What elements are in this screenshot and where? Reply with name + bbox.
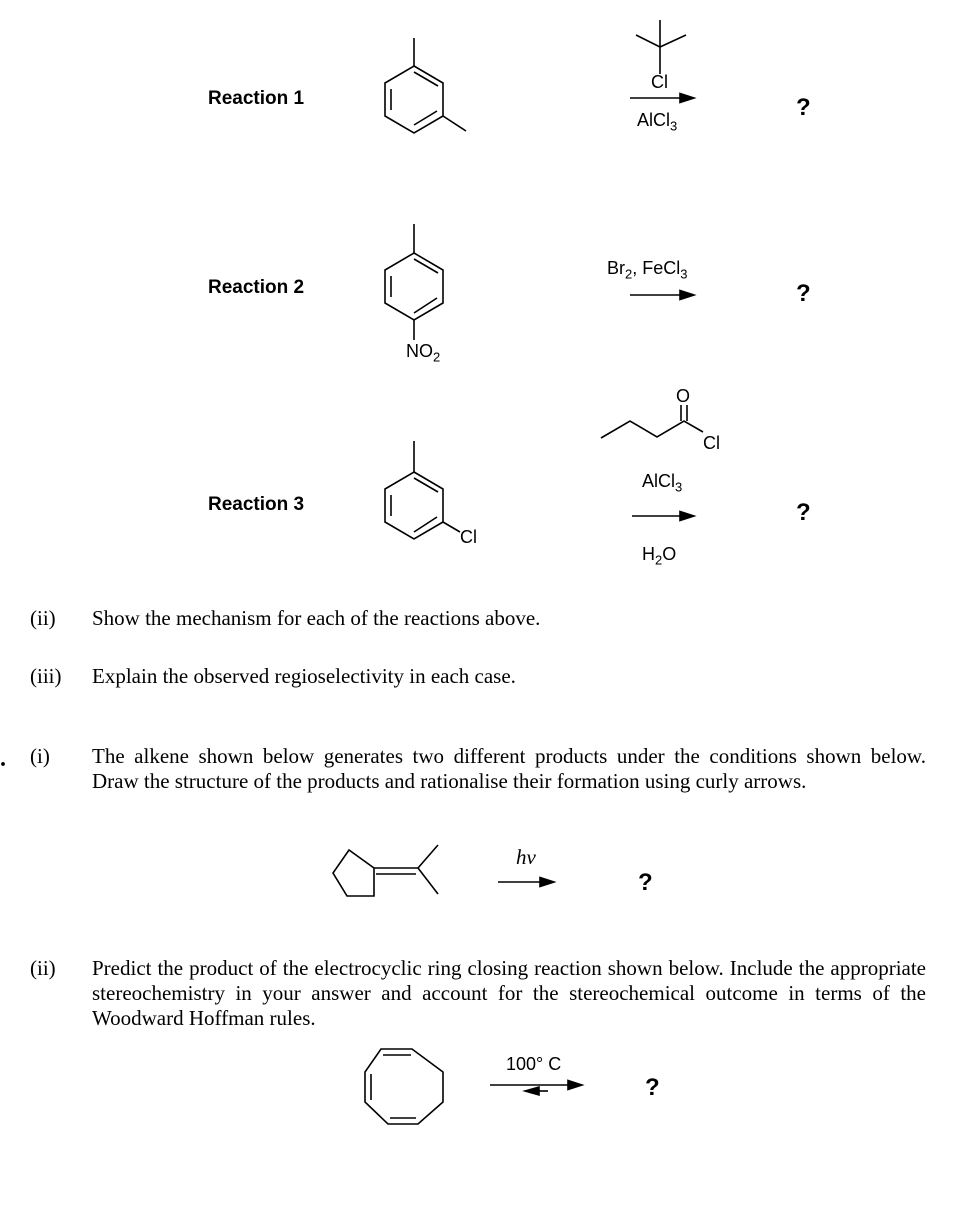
chloro-substituent: Cl bbox=[460, 527, 477, 547]
reaction-3-catalyst: AlCl$_3$ bbox=[642, 471, 683, 495]
reaction-3-workup: $H_2O$ bbox=[642, 544, 677, 568]
question-ii-b-text: Predict the product of the electrocyclic ring closing reaction shown below. Include the appropriate stereochemistry in your answer and account for the stereochemical outcome in terms of the Woodward Hoffman rules. bbox=[92, 956, 926, 1030]
acyl-chloride-cl: Cl bbox=[703, 433, 720, 453]
nitro-substituent: $NO_2$ bbox=[406, 341, 441, 365]
p-nitrotoluene-structure bbox=[385, 224, 443, 340]
question-ii-text: Show the mechanism for each of the reactions above. bbox=[92, 606, 541, 630]
electrocyclic-product-unknown: ? bbox=[645, 1074, 660, 1101]
photo-arrow bbox=[498, 878, 554, 887]
reaction-1-arrow bbox=[630, 94, 694, 103]
tert-butyl-chloride-structure bbox=[636, 20, 686, 74]
photo-product-unknown: ? bbox=[638, 869, 653, 896]
cyclooctatriene-structure bbox=[365, 1049, 443, 1124]
photo-conditions: hν bbox=[516, 845, 536, 869]
question-i-number: (i) bbox=[30, 744, 50, 768]
reaction-2-reagents: $Br_2$, FeCl$_3$ bbox=[607, 258, 688, 282]
electrocyclic-conditions: 100° C bbox=[506, 1054, 562, 1074]
equilibrium-arrow bbox=[490, 1081, 582, 1096]
reaction-2-arrow bbox=[630, 291, 694, 300]
3-chlorotoluene-structure bbox=[385, 441, 460, 539]
question-ii-b-number: (ii) bbox=[30, 956, 56, 980]
reaction-1-label: Reaction 1 bbox=[208, 88, 305, 109]
isopropylidenecyclopentane-structure bbox=[333, 845, 438, 896]
reaction-1-product-unknown: ? bbox=[796, 94, 811, 121]
reaction-1-catalyst: AlCl$_3$ bbox=[637, 110, 678, 134]
reaction-3-product-unknown: ? bbox=[796, 499, 811, 526]
reaction-2-label: Reaction 2 bbox=[208, 277, 305, 298]
question-iii-text: Explain the observed regioselectivity in each case. bbox=[92, 664, 516, 688]
question-ii-number: (ii) bbox=[30, 606, 56, 630]
reaction-3-label: Reaction 3 bbox=[208, 494, 305, 515]
butanoyl-chloride-structure bbox=[601, 405, 703, 438]
m-xylene-structure bbox=[385, 38, 466, 133]
reaction-3-arrow bbox=[632, 512, 694, 521]
reaction-1-reagent-cl: Cl bbox=[651, 72, 668, 92]
question-bullet: . bbox=[0, 746, 6, 772]
reaction-2-product-unknown: ? bbox=[796, 280, 811, 307]
question-iii-number: (iii) bbox=[30, 664, 62, 688]
acyl-oxygen: O bbox=[676, 386, 691, 406]
question-i-text: The alkene shown below generates two different products under the conditions shown below. Draw the structure of the products and rationalise their formation using curly arrows. bbox=[92, 744, 926, 793]
